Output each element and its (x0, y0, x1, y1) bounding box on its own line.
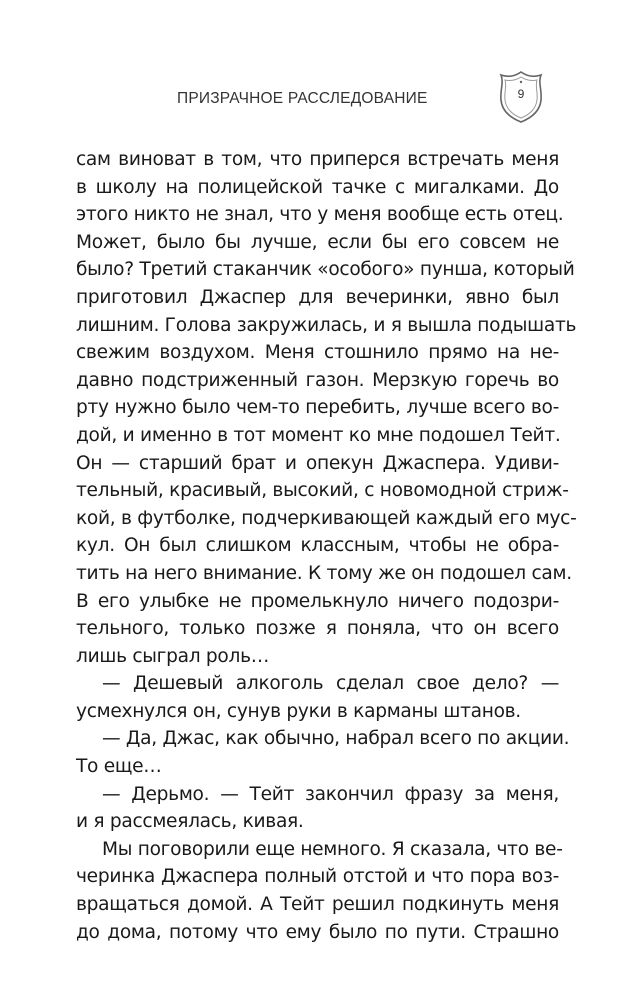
text-line: кой, в футболке, подчеркивающей каждый его мус- (76, 507, 577, 529)
text-line: было? Третий стаканчик «особого» пунша, который (76, 259, 575, 281)
running-title: ПРИЗРАЧНОЕ РАССЛЕДОВАНИЕ (177, 90, 428, 107)
text-line: тить на него внимание. К тому же он подошел сам. (76, 562, 572, 584)
text-line: сам виноват в том, что приперся встречать меня (76, 149, 559, 170)
text-line: тельного, только позже я поняла, что он всего (76, 618, 559, 640)
text-line: давно подстриженный газон. Мерзкую горечь во (76, 369, 559, 391)
text-line: усмехнулся он, сунув руки в карманы штанов. (76, 700, 521, 722)
dialogue-line: — Да, Джас, как обычно, набрал всего по акции. (102, 728, 570, 750)
text-line: тельный, красивый, высокий, с новомодной стриж- (76, 480, 569, 502)
text-line: черинка Джаспера полный отстой и что пора воз- (76, 866, 559, 888)
text-line: вращаться домой. А Тейт решил подкинуть меня (76, 894, 559, 916)
text-line: дой, и именно в тот момент ко мне подошел Тейт. (76, 424, 561, 446)
text-line: Он — старший брат и опекун Джаспера. Удиви- (76, 452, 559, 474)
text-line: лишь сыграл роль… (76, 645, 270, 667)
text-line: и я рассмеялась, кивая. (76, 811, 304, 833)
text-line: То еще… (76, 756, 162, 778)
text-line: в школу на полицейской тачке с мигалками. До (76, 176, 559, 198)
text-line: кул. Он был слишком классным, чтобы не обра- (76, 535, 559, 557)
text-line: В его улыбке не промелькнуло ничего подозри- (76, 590, 559, 612)
text-line: свежим воздухом. Меня стошнило прямо на не- (76, 342, 559, 364)
dialogue-line: — Дерьмо. — Тейт закончил фразу за меня, (102, 783, 559, 805)
text-line: до дома, потому что ему было по пути. Страшно (76, 921, 559, 943)
page-number: 9 (517, 87, 525, 101)
body-text (76, 146, 577, 946)
text-line: этого никто не знал, что у меня вообще есть отец. (76, 204, 564, 226)
text-line: приготовил Джаспер для вечеринки, явно был (76, 286, 559, 308)
text-line: Может, было бы лучше, если бы его совсем не (76, 231, 559, 253)
paragraph-start-line: Мы поговорили еще немного. Я сказала, что ве- (102, 838, 563, 860)
page-number-badge (498, 70, 544, 124)
text-line: лишним. Голова закружилась, и я вышла подышать (76, 314, 577, 336)
text-line: рту нужно было чем-то перебить, лучше всего во- (76, 397, 559, 419)
dialogue-line: — Дешевый алкоголь сделал свое дело? — (102, 673, 559, 695)
